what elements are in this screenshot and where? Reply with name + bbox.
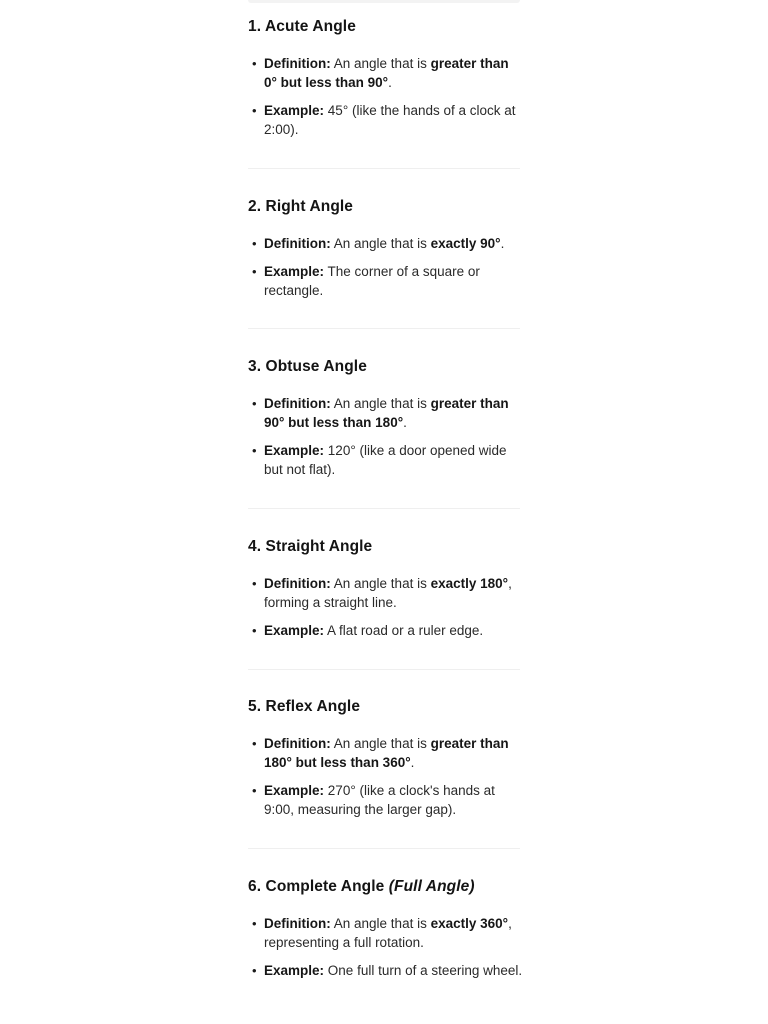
definition-label: Definition: [264,736,331,751]
definition-text: An angle that is [333,56,427,71]
section-acute-angle [248,17,524,139]
section-heading [248,697,524,717]
bullet-icon: • [252,396,257,411]
definition-emphasis: greater than 0° but less than 90° [264,56,509,90]
example-label: Example: [264,623,325,638]
bullet-list [248,54,524,139]
bullet-list [248,574,524,640]
example-bullet [248,101,524,139]
section-straight-angle [248,537,524,640]
section-reflex-angle [248,697,524,819]
definition-bullet [248,234,524,253]
example-text: 270° (like a clock's hands at 9:00, measuring the larger gap). [264,783,495,817]
definition-bullet [248,914,524,952]
definition-emphasis: greater than 180° but less than 360° [264,736,509,770]
section-heading [248,197,524,217]
definition-emphasis: greater than 90° but less than 180° [264,396,509,430]
top-divider [248,0,520,3]
section-heading [248,877,524,897]
example-label: Example: [264,443,325,458]
section-right-angle [248,197,524,300]
section-heading [248,17,524,37]
example-text: One full turn of a steering wheel. [327,963,523,978]
section-subtitle: (Full Angle) [388,878,475,895]
section-complete-angle [248,877,524,980]
section-title: 6. Complete Angle [248,878,385,895]
definition-emphasis: exactly 90° [430,236,501,251]
definition-suffix: . [410,755,415,770]
definition-suffix: . [500,236,505,251]
definition-text: An angle that is [333,736,427,751]
section-divider [248,168,520,169]
definition-text: An angle that is [333,396,427,411]
definition-suffix: . [388,75,392,90]
section-divider [248,508,520,509]
definition-suffix: . [403,415,407,430]
bullet-icon: • [252,963,257,978]
bullet-list [248,394,524,479]
definition-label: Definition: [264,56,331,71]
section-obtuse-angle [248,357,524,479]
bullet-icon: • [252,56,257,71]
example-bullet [248,441,524,479]
definition-label: Definition: [264,916,331,931]
bullet-list [248,914,524,980]
bullet-icon: • [252,736,257,751]
section-divider [248,328,520,329]
definition-label: Definition: [264,236,331,251]
definition-bullet [248,734,524,772]
section-title: 1. Acute Angle [248,18,356,35]
example-label: Example: [264,963,325,978]
example-text: 45° (like the hands of a clock at 2:00). [264,103,516,137]
bullet-icon: • [252,916,257,931]
definition-text: An angle that is [333,236,427,251]
bullet-icon: • [252,103,257,118]
section-heading [248,357,524,377]
section-title: 2. Right Angle [248,198,354,215]
example-text: The corner of a square or rectangle. [264,264,480,298]
bullet-icon: • [252,264,257,279]
example-bullet [248,262,524,300]
example-text: A flat road or a ruler edge. [327,623,484,638]
section-title: 5. Reflex Angle [248,698,361,715]
definition-label: Definition: [264,396,331,411]
example-label: Example: [264,783,325,798]
example-label: Example: [264,103,325,118]
definition-bullet [248,574,524,612]
example-text: 120° (like a door opened wide but not flat). [264,443,507,477]
definition-bullet [248,54,524,92]
example-bullet [248,961,524,980]
definition-suffix: , forming a straight line. [264,576,512,610]
definition-text: An angle that is [333,576,427,591]
example-bullet [248,621,524,640]
example-label: Example: [264,264,325,279]
section-divider [248,848,520,849]
section-title: 3. Obtuse Angle [248,358,367,375]
example-bullet [248,781,524,819]
definition-suffix: , representing a full rotation. [264,916,512,950]
section-heading [248,537,524,557]
bullet-list [248,234,524,300]
definition-emphasis: exactly 180° [430,576,509,591]
definition-emphasis: exactly 360° [430,916,509,931]
section-divider [248,669,520,670]
bullet-icon: • [252,783,257,798]
bullet-icon: • [252,443,257,458]
definition-label: Definition: [264,576,331,591]
bullet-icon: • [252,576,257,591]
section-title: 4. Straight Angle [248,538,373,555]
bullet-icon: • [252,623,257,638]
bullet-list [248,734,524,819]
definition-text: An angle that is [333,916,427,931]
bullet-icon: • [252,236,257,251]
definition-bullet [248,394,524,432]
